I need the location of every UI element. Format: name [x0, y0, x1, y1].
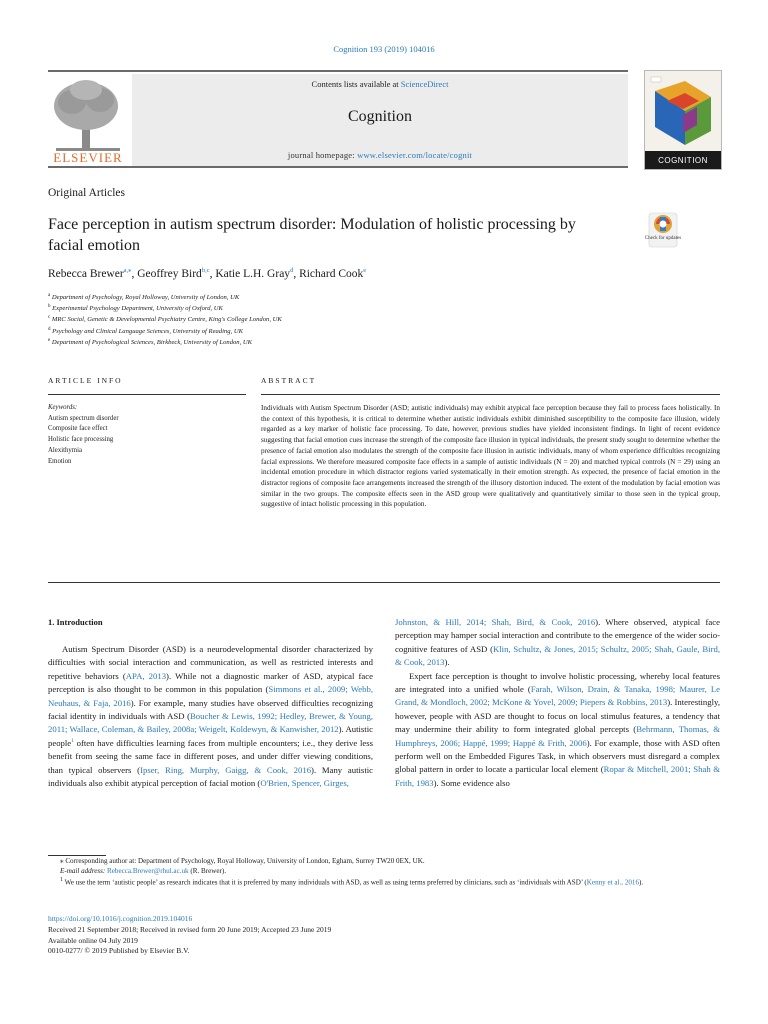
affiliation-marker: a — [48, 293, 51, 298]
author-name[interactable]: Katie L.H. Gray — [215, 267, 291, 280]
affiliation-text: Department of Psychological Sciences, Birkbeck, University of London, UK — [51, 338, 253, 346]
abstract-bottom-rule — [48, 582, 720, 583]
body-text: ). While not a diagnostic marker of ASD, atypical face perception is also thought to be common in this population ( — [48, 670, 373, 695]
keyword-item: Composite face effect — [48, 425, 108, 433]
article-title: Face perception in autism spectrum disorder: Modulation of holistic processing by facial emotion — [48, 216, 576, 254]
journal-masthead — [48, 70, 628, 168]
keyword-item: Alexithymia — [48, 446, 82, 454]
crossmark-icon[interactable] — [648, 212, 678, 248]
copyright-line: 0010-0277/ © 2019 Published by Elsevier B.V. — [48, 946, 190, 956]
footnote-1 — [48, 876, 720, 888]
body-text: ). Where observed, atypical face perception may hamper social interaction and contribute to the emergence of the wider socio-cognitive features of ASD ( — [395, 617, 721, 654]
citation-link[interactable]: Simmons et al., 2009; Webb, Neuhaus, & Faja, 2016 — [48, 684, 373, 708]
footnote-text: ). — [639, 878, 644, 887]
email-note — [48, 867, 720, 877]
footnote-rule — [48, 855, 106, 856]
corresponding-author-note — [48, 857, 720, 867]
keyword-item: Holistic face processing — [48, 436, 114, 444]
body-text: ). Some evidence also — [433, 777, 510, 788]
journal-cover-image[interactable] — [644, 70, 722, 170]
masthead-top-rule — [48, 70, 628, 72]
abstract-text: Individuals with Autism Spectrum Disorder (ASD; autistic individuals) may exhibit atypical face perception because they fail to process faces holistically. In the context of this hypothesis, it is critical to determine whether autistic individuals exhibit diminished susceptibility to the composite face illusion, widely regarded as a key marker of holistic face processing. To date, however, previous studies have yielded inconsistent findings. In light of recent evidence suggesting that facial emotion cues increase the strength of the composite face illusion in typical individuals, the present study sought to determine whether the presence of facial emotion also modulates the strength of the composite face illusion in autistic individuals, many of whom experience difficulties recognizing facial expressions. We therefore measured composite face effects in a sample of autistic individuals (N = 20) and matched typical controls (N = 29) using an incidental emotion procedure in which distractor regions varied systematically in their emotion strength. As expected, the presence of facial emotion in the distractor regions of composite face arrangements increased the strength of the illusory distortion induced. The extent of the modulation by facial emotion was similar in the two groups. The composite effects seen in the ASD group were qualitatively and quantitatively similar to those seen in the typical group, suggestive of intact holistic processing in this population. — [261, 404, 720, 509]
elsevier-wordmark: ELSEVIER — [53, 150, 123, 165]
contents-line — [132, 79, 628, 89]
keywords-block — [48, 403, 119, 467]
doi-link[interactable]: https://doi.org/10.1016/j.cognition.2019.104016 — [48, 914, 193, 923]
abstract-rule — [261, 394, 720, 395]
homepage-prefix: journal homepage: — [287, 150, 358, 160]
affiliation-item — [48, 302, 282, 313]
keyword-item: Autism spectrum disorder — [48, 414, 119, 422]
affiliation-text: MRC Social, Genetic & Developmental Psychiatry Centre, King's College London, UK — [51, 316, 282, 324]
author-list: Rebecca Brewer$^{a,⁎}$, Geoffrey Bird$^{b,c}$, Katie L.H. Gray$^d$, Richard Cook$^e$ — [48, 267, 367, 280]
author-name[interactable]: Richard Cook — [299, 267, 364, 280]
body-text: ). Interestingly, however, people with ASD are thought to focus on local stimulus features, a tendency that may undermine their ability to form integrated global percepts ( — [395, 697, 720, 735]
email-label: E-mail address: — [60, 866, 108, 875]
citation-link[interactable]: APA, 2013 — [125, 670, 167, 681]
keywords-label: Keywords: — [48, 404, 78, 411]
masthead-bottom-rule — [48, 166, 628, 168]
body-column-left — [48, 643, 373, 790]
body-column-right — [395, 616, 720, 790]
affiliation-text: Psychology and Clinical Language Sciences, University of Reading, UK — [52, 327, 243, 335]
affiliation-item — [48, 313, 282, 324]
citation-link[interactable]: O'Brien, Spencer, Girges, — [260, 778, 349, 789]
author-affiliation-marker[interactable]: b,c — [201, 267, 210, 274]
author-name[interactable]: Rebecca Brewer — [48, 267, 124, 280]
cover-label: COGNITION — [658, 156, 708, 165]
citation-link[interactable]: Farah, Wilson, Drain, & Tanaka, 1998; Maurer, Le Grand, & Mondloch, 2002; McKone & Yovel, 2009; Piepers & Robbins, 2013 — [395, 684, 720, 708]
body-text: ). For example, many studies have observed difficulties recognizing facial identity in individuals with ASD ( — [48, 697, 373, 722]
body-text: ). — [444, 657, 450, 668]
footnote-text: Corresponding author at: Department of Psychology, Royal Holloway, University of London, Egham, Surrey TW20 0EX, UK. — [63, 857, 425, 865]
footnote-text: We use the term ‘autistic people’ as research indicates that it is preferred by many individuals with ASD, as well as using terms preferred by clinicians, such as ‘individuals with ASD’ ( — [62, 878, 587, 887]
email-link[interactable]: Rebecca.Brewer@rhul.ac.uk — [107, 866, 189, 875]
affiliation-marker: b — [48, 304, 51, 310]
publication-info — [48, 914, 331, 957]
abstract-heading: ABSTRACT — [261, 376, 317, 385]
body-text: Autism Spectrum Disorder (ASD) is a neurodevelopmental disorder characterized by difficulties with social interaction and communication, as well as restricted interests and repetitive behaviors ( — [48, 644, 373, 681]
journal-reference-link[interactable]: Cognition 193 (2019) 104016 — [333, 44, 435, 54]
author-affiliation-marker[interactable]: d — [290, 267, 294, 274]
contents-prefix: Contents lists available at — [311, 79, 401, 89]
affiliation-marker: e — [48, 337, 51, 343]
keyword-item: Emotion — [48, 457, 72, 465]
article-info-rule — [48, 394, 246, 395]
body-text: Expert face perception is thought to involve holistic processing, whereby local features are integrated into a unified whole ( — [395, 670, 720, 695]
body-text: ). Autistic people — [48, 724, 373, 748]
affiliation-list — [48, 291, 282, 347]
article-type: Original Articles — [48, 187, 125, 199]
affiliation-item — [48, 325, 282, 336]
body-paragraph — [395, 670, 720, 791]
citation-link[interactable]: Klin, Schultz, & Jones, 2015; Schultz, 2005; Shah, Gaule, Bird, & Cook, 2013 — [395, 643, 720, 668]
received-dates: Received 21 September 2018; Received in revised form 20 June 2019; Accepted 23 June 2019 — [48, 924, 332, 934]
journal-title: Cognition — [347, 108, 412, 125]
footnote-marker: 1 — [60, 877, 63, 884]
citation-link[interactable]: Ropar & Mitchell, 2001; Shah & Frith, 1983 — [395, 764, 720, 788]
affiliation-text: Department of Psychology, Royal Holloway, University of London, UK — [51, 294, 240, 302]
footnote-text: (R. Brewer). — [188, 866, 227, 875]
article-info-heading: ARTICLE INFO — [48, 376, 123, 385]
body-paragraph — [395, 616, 720, 670]
affiliation-marker: c — [48, 315, 51, 321]
affiliation-item — [48, 336, 282, 347]
cover-art-icon — [645, 71, 721, 169]
introduction-heading: 1. Introduction — [48, 617, 103, 627]
citation-link[interactable]: Ipser, Ring, Murphy, Gaigg, & Cook, 2016 — [140, 764, 312, 775]
available-online-date: Available online 04 July 2019 — [48, 935, 138, 945]
author-affiliation-marker[interactable]: a,⁎ — [123, 267, 132, 274]
crossmark-label[interactable]: Check for updates — [644, 236, 682, 241]
citation-link[interactable]: Boucher & Lewis, 1992; Hedley, Brewer, & Young, 2011; Wallace, Coleman, & Bailey, 2008a; Weigelt, Koldewyn, & Kanwisher, 2012 — [48, 711, 373, 735]
citation-link[interactable]: Kenny et al., 2016 — [586, 878, 640, 887]
footnotes-block — [48, 857, 720, 888]
citation-link[interactable]: Behrmann, Thomas, & Humphreys, 2006; Happé, 1999; Happé & Frith, 2006 — [395, 724, 720, 748]
homepage-link[interactable]: www.elsevier.com/locate/cognit — [357, 150, 473, 160]
body-paragraph — [48, 643, 373, 790]
sciencedirect-link[interactable]: ScienceDirect — [400, 79, 449, 89]
author-name[interactable]: Geoffrey Bird — [137, 267, 202, 280]
author-affiliation-marker[interactable]: e — [363, 267, 367, 274]
affiliation-item — [48, 291, 282, 302]
footnote-marker: ⁎ — [60, 857, 64, 865]
body-text: ). Many autistic individuals also exhibit atypical perception of facial motion ( — [48, 764, 373, 789]
citation-link[interactable]: Johnston, & Hill, 2014; Shah, Bird, & Cook, 2016 — [395, 617, 596, 627]
homepage-line — [132, 150, 628, 160]
footnote-marker[interactable]: 1 — [71, 737, 74, 744]
body-text: ). For example, those with ASD often perform well on the Embedded Figures Task, in which observers must disregard a complex global pattern in order to locate a particular local element ( — [395, 737, 720, 775]
affiliation-text: Experimental Psychology Department, University of Oxford, UK — [52, 305, 223, 313]
affiliation-marker: d — [48, 326, 51, 332]
body-text: often have difficulties learning faces from multiple encounters; i.e., they derive less benefit from seeing the same face in different poses, and under differ viewing conditions, than typical observers ( — [48, 737, 373, 775]
